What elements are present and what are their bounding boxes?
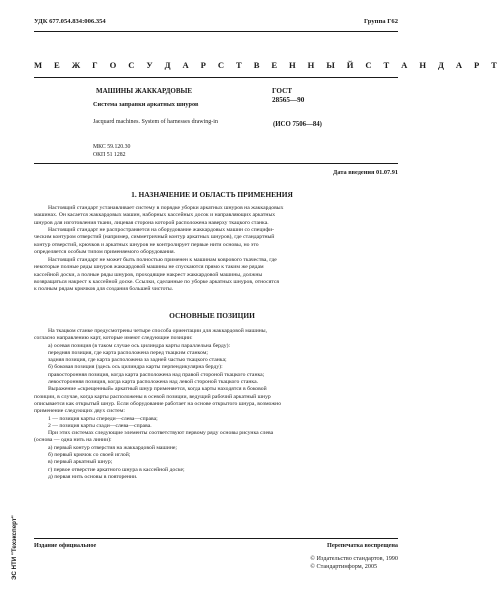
text-line: применение следующих двух систем: <box>34 408 125 415</box>
sidebar-label: ЭС НТИ "Техэксперт" <box>11 515 18 580</box>
copyright-block <box>310 555 398 571</box>
text-line: кассейной доски, а полные ряды шнуров, проходящие накрест жаккардовой машины, должны <box>34 271 263 278</box>
copyright-line: © Издательство стандартов, 1990 <box>310 555 398 562</box>
text-line: позиции, в случае, когда карты расположены в осевой позиции, ведущий рабочий аркатный шнур <box>34 393 271 400</box>
text-line: описывается как открытый шнур. Если оборудование работает на основе открытого шнура, возможно <box>34 400 282 407</box>
text-line: ческим контуром отверстий (например, симметричный контур аркатных шнуров), где стандартный <box>34 234 275 241</box>
english-title: Jacquard machines. System of harnesses drawing-in <box>93 119 218 125</box>
classification-codes <box>93 143 130 159</box>
text-line: г) первое отверстие аркатного шнура в кассейной доске; <box>48 466 185 473</box>
text-line: машинах. Он касается жаккардовых машин, наборных кассейных досок и направляющих аркатных <box>34 212 276 219</box>
text-line: шнуров для изготовления ткани, лицевая сторона которой расположена наверху ткацкого станка. <box>34 219 269 226</box>
text-line: Выражение «скрещенный» аркатный шнур применяется, когда карты находятся в боковой <box>48 386 267 393</box>
text-line: Настоящий стандарт не может быть полностью применен к машинам коврового ткачества, где <box>48 257 277 263</box>
gost-block <box>272 87 304 105</box>
udk-code: УДК 677.054.834:006.354 <box>34 18 106 25</box>
text-line: 1 — позиция карты спереди—слева—справа; <box>48 415 158 422</box>
text-line: б) первый крючок со своей иглой; <box>48 452 131 459</box>
text-line: а) первый контур отверстия на жаккардовой машине; <box>48 444 177 451</box>
official-edition: Издание официальное <box>34 542 97 549</box>
text-line: задняя позиция, где карта расположена за задней частью ткацкого станка; <box>48 357 227 364</box>
footer-divider <box>34 538 398 539</box>
text-line: Настоящий стандарт устанавливает систему в порядке уборки аркатных шнуров на жаккардовых <box>48 205 284 211</box>
title-divider <box>34 77 398 78</box>
standard-subtitle: Система заправки аркатных шнуров <box>93 101 199 108</box>
okp-code: ОКП 51 1282 <box>93 152 126 158</box>
text-line: согласно направлению карт, которые имеют следующие позиции: <box>34 335 193 342</box>
copyright-line: © Стандартинформ, 2005 <box>310 563 378 570</box>
standard-name: МАШИНЫ ЖАККАРДОВЫЕ <box>96 87 193 95</box>
page-title: М Е Ж Г О С У Д А Р С Т В Е Н Н Ы Й С Т А Н Д А Р Т <box>34 60 502 70</box>
text-line: б) боковая позиция (здесь ось цилиндра карты перпендикулярна берду): <box>48 364 223 371</box>
text-line: контур отверстий, крючков и аркатных шнуров не контролирует первые нити основы, но это <box>34 241 259 248</box>
text-line: (основа — одна нить на линии): <box>34 437 112 444</box>
text-line: некоторые полные ряды шнуров жаккардовой машины не спускаются прямо к таким же рядам <box>34 264 264 271</box>
text-line: Настоящий стандарт не распространяется на оборудование жаккардовых машин со специфи- <box>48 227 275 233</box>
mks-code: МКС 59.120.30 <box>93 144 131 150</box>
text-line: в) первый аркатный шнур; <box>48 459 113 466</box>
text-line: возвращаться накрест к кассейной доске. Ссылки, сделанные по уборке аркатных шнуров, относятся <box>34 278 280 285</box>
gost-label: ГОСТ <box>272 87 293 95</box>
section1-paragraph-1 <box>34 205 398 227</box>
group-code: Группа Г62 <box>364 18 398 25</box>
text-line: передняя позиция, где карта расположена перед ткацким станком; <box>48 349 208 356</box>
header-bottom-divider <box>34 163 398 164</box>
section1-heading: 1. НАЗНАЧЕНИЕ И ОБЛАСТЬ ПРИМЕНЕНИЯ <box>131 190 293 199</box>
text-line: правосторонняя позиция, когда карта расположена над правой стороной ткацкого станка; <box>48 371 265 378</box>
section2-heading: ОСНОВНЫЕ ПОЗИЦИИ <box>169 311 255 320</box>
text-line: а) осевая позиция (в таком случае ось цилиндра карты параллельна берду): <box>48 342 231 349</box>
text-line: При этих системах следующие элементы соответствуют первому ряду основы рисунка слева <box>48 430 274 437</box>
section1-paragraph-3 <box>34 257 398 293</box>
section1-paragraph-2 <box>34 227 398 256</box>
text-line: к полным рядам крючков для создания большей чистоты. <box>34 286 174 293</box>
text-line: 2 — позиция карты сзади—слева—справа. <box>48 422 152 429</box>
text-line: левосторонняя позиция, когда карта расположена над левой стороной ткацкого станка. <box>48 379 259 386</box>
gost-number: 28565—90 <box>272 96 305 104</box>
text-line: определяется особым типом применяемого оборудования. <box>34 248 176 255</box>
iso-reference: (ИСО 7506—84) <box>273 121 322 128</box>
text-line: д) первая нить основы в повторении. <box>48 473 138 480</box>
text-line: На ткацком станке предусмотрены четыре способа ориентации для жаккардовой машины, <box>48 328 268 334</box>
sidebar-watermark <box>11 500 19 580</box>
reprint-notice: Перепечатка воспрещена <box>327 542 398 549</box>
top-divider <box>34 31 398 32</box>
section2-body <box>34 328 398 481</box>
effective-date: Дата введения 01.07.91 <box>333 169 398 176</box>
